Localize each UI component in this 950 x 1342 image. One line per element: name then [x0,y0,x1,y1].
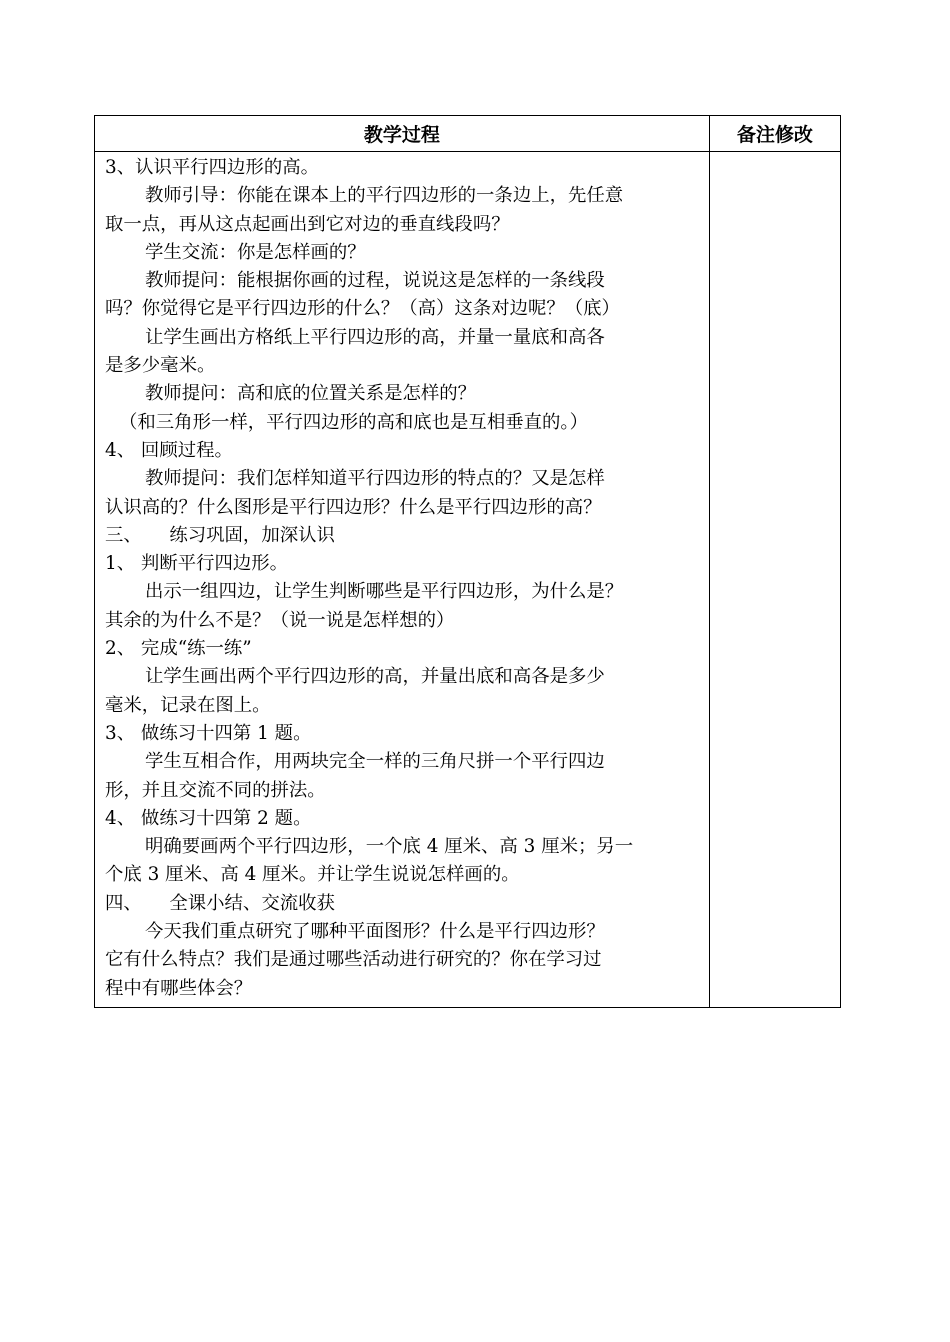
text-line: 出示一组四边，让学生判断哪些是平行四边形，为什么是？ [145,581,624,603]
text-line: 四、 全课小结、交流收获 [105,892,335,914]
text-line: 让学生画出方格纸上平行四边形的高，并量一量底和高各 [145,326,605,348]
text-line: 是多少毫米。 [105,355,216,377]
text-line: 三、 练习巩固，加深认识 [105,524,335,546]
text-line: 吗？你觉得它是平行四边形的什么？（高）这条对边呢？（底） [105,298,620,320]
text-line: 1、 判断平行四边形。 [105,553,289,575]
text-line: 3、 做练习十四第 1 题。 [105,722,312,744]
text-line: 让学生画出两个平行四边形的高，并量出底和高各是多少 [145,666,605,688]
text-line: 个底 3 厘米、高 4 厘米。并让学生说说怎样画的。 [105,864,520,886]
text-line: 今天我们重点研究了哪种平面图形？什么是平行四边形？ [145,921,605,943]
text-line: 它有什么特点？我们是通过哪些活动进行研究的？你在学习过 [105,949,602,971]
header-notes: 备注修改 [709,116,840,152]
text-line: 形，并且交流不同的拼法。 [105,779,326,801]
text-line: 程中有哪些体会？ [105,977,253,999]
text-line: 教师提问：能根据你画的过程，说说这是怎样的一条线段 [145,270,605,292]
text-line: 取一点，再从这点起画出到它对边的垂直线段吗？ [105,213,510,235]
header-row [95,116,841,152]
text-line: 学生互相合作，用两块完全一样的三角尺拼一个平行四边 [145,751,605,773]
content-row [95,152,841,1008]
lesson-table [94,115,841,1008]
text-line: 其余的为什么不是？（说一说是怎样想的） [105,609,455,631]
text-line: 教师引导：你能在课本上的平行四边形的一条边上，先任意 [145,185,624,207]
text-line: 毫米，记录在图上。 [105,694,271,716]
text-line: 教师提问：高和底的位置关系是怎样的？ [145,383,477,405]
teaching-process-cell [95,152,710,1008]
text-line: 明确要画两个平行四边形，一个底 4 厘米、高 3 厘米；另一 [145,836,634,858]
text-line: 3、认识平行四边形的高。 [105,157,319,178]
notes-cell [709,152,840,1008]
text-line: 教师提问：我们怎样知道平行四边形的特点的？又是怎样 [145,468,605,490]
text-line: （和三角形一样，平行四边形的高和底也是互相垂直的。） [119,411,588,433]
text-line: 4、 做练习十四第 2 题。 [105,807,312,829]
text-line: 4、 回顾过程。 [105,439,233,461]
teaching-process-lines [105,154,701,1003]
text-line: 认识高的？什么图形是平行四边形？什么是平行四边形的高？ [105,496,602,518]
text-line: 学生交流：你是怎样画的？ [145,241,366,263]
text-line: 2、 完成“练一练” [105,638,252,660]
header-teaching-process: 教学过程 [95,116,710,152]
